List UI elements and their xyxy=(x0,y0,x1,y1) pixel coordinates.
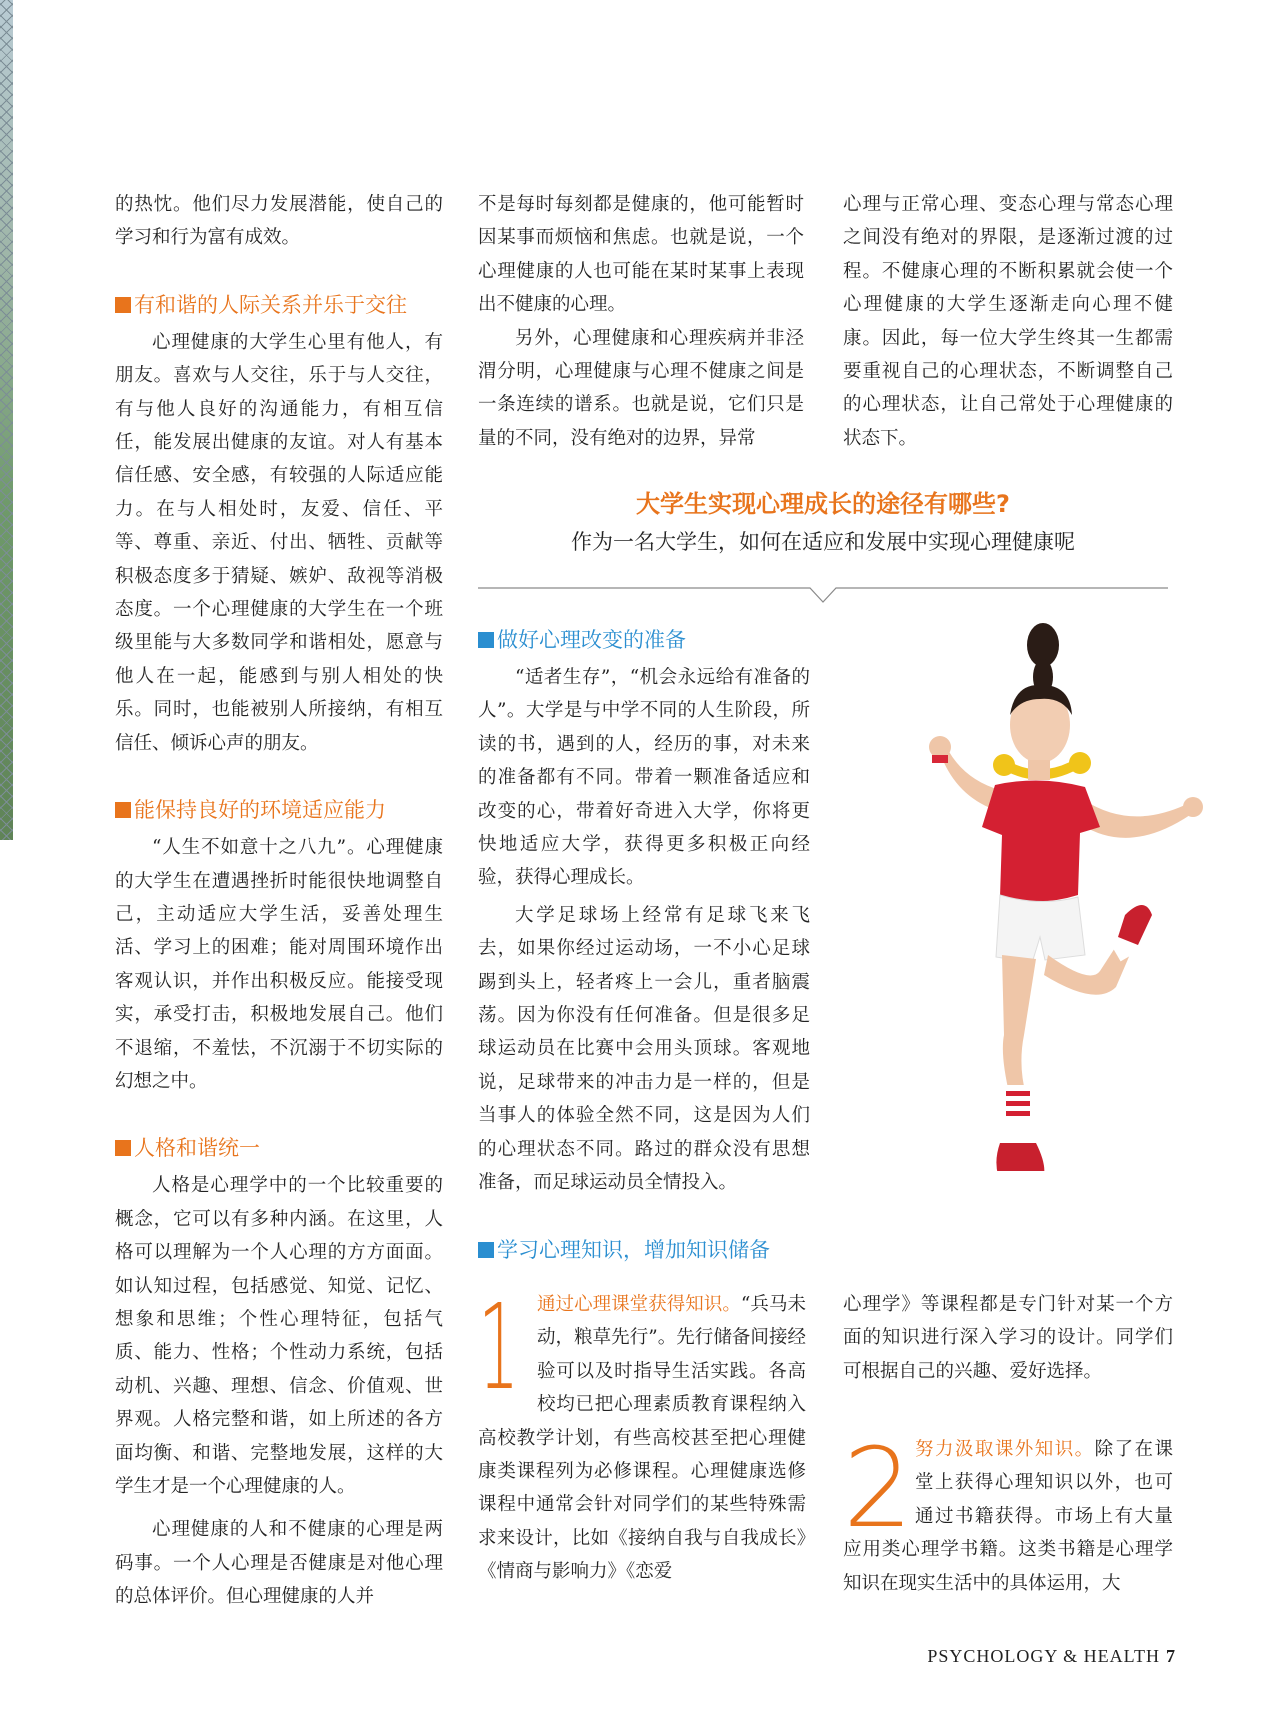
item-lead: 通过心理课堂获得知识。 xyxy=(537,1294,741,1315)
paragraph: 的热忱。他们尽力发展潜能，使自己的学习和行为富有成效。 xyxy=(115,194,443,249)
paragraph: 不是每时每刻都是健康的，他可能暂时因某事而烦恼和焦虑。也就是说，一个心理健康的人也可能在某时某事上表现出不健康的心理。 xyxy=(478,194,804,316)
item-text: 除了在课堂上获得心理知识以外，也可通过书籍获得。市场上有大量应用类心理学书籍。这类书籍是心理学知识在现实生活中的具体运用，大 xyxy=(843,1439,1173,1594)
square-bullet-icon xyxy=(115,1140,131,1156)
paragraph: 人格是心理学中的一个比较重要的概念，它可以有多种内涵。在这里，人格可以理解为一个人心理的方方面面。如认知过程，包括感觉、知觉、记忆、想象和思维；个性心理特征，包括气质、能力、性格；个性动力系统，包括动机、兴趣、理想、信念、价值观、世界观。人格完整和谐，如上所述的各方面均衡、和谐、完整地发展，这样的大学生才是一个心理健康的人。 xyxy=(115,1175,443,1497)
column-1 xyxy=(115,188,443,1614)
item-lead: 努力汲取课外知识。 xyxy=(915,1439,1095,1460)
section-heading-text: 有和谐的人际关系并乐于交往 xyxy=(134,292,407,317)
jumping-student-photo xyxy=(800,615,1240,1295)
column-2-bottom xyxy=(478,623,810,1271)
page-footer xyxy=(927,1646,1176,1667)
section-heading xyxy=(478,623,810,657)
numbered-item-2 xyxy=(843,1424,1173,1600)
square-bullet-icon xyxy=(478,632,494,648)
section-heading xyxy=(115,1131,443,1165)
magazine-name: PSYCHOLOGY & HEALTH xyxy=(927,1646,1160,1666)
paragraph: “适者生存”，“机会永远给有准备的人”。大学是与中学不同的人生阶段，所读的书，遇到的人，经历的事，对未来的准备都有不同。带着一颗准备适应和改变的心，带着好奇进入大学，你将更快地适应大学，获得更多积极正向经验，获得心理成长。 xyxy=(478,667,810,889)
paragraph: 心理与正常心理、变态心理与常态心理之间没有绝对的界限，是逐渐过渡的过程。不健康心理的不断积累就会使一个心理健康的大学生逐渐走向心理不健康。因此，每一位大学生终其一生都需要重视自己的心理状态，不断调整自己的心理状态，让自己常处于心理健康的状态下。 xyxy=(843,194,1173,449)
column-2-top xyxy=(478,188,804,455)
paragraph: 另外，心理健康和心理疾病并非泾渭分明，心理健康与心理不健康之间是一条连续的谱系。也就是说，它们只是量的不同，没有绝对的边界，异常 xyxy=(478,327,804,449)
paragraph: 心理学》等课程都是专门针对某一个方面的知识进行深入学习的设计。同学们可根据自己的兴趣、爱好选择。 xyxy=(843,1294,1173,1382)
column-3-top xyxy=(843,188,1173,455)
divider-arrow xyxy=(478,582,1168,606)
fence-photo-strip xyxy=(0,0,13,840)
paragraph: 心理健康的人和不健康的心理是两码事。一个人心理是否健康是对他心理的总体评价。但心理健康的人并 xyxy=(115,1519,443,1608)
item-text: “兵马未动，粮草先行”。先行储备间接经验可以及时指导生活实践。各高校均已把心理素质教育课程纳入高校教学计划，有些高校甚至把心理健康类课程列为必修课程。心理健康选修课程中通常会针对同学们的某些特殊需求来设计，比如《接纳自我与自我成长》《情商与影响力》《恋爱 xyxy=(478,1294,806,1583)
square-bullet-icon xyxy=(115,802,131,818)
section-heading-text: 学习心理知识，增加知识储备 xyxy=(497,1237,770,1262)
section-heading-text: 人格和谐统一 xyxy=(134,1136,260,1161)
big-number: 2 xyxy=(843,1424,913,1552)
page-number: 7 xyxy=(1166,1646,1176,1666)
section-heading xyxy=(115,288,443,322)
column-3-bottom xyxy=(843,1288,1173,1388)
paragraph: 心理健康的大学生心里有他人，有朋友。喜欢与人交往，乐于与人交往，有与他人良好的沟通能力，有相互信任，能发展出健康的友谊。对人有基本信任感、安全感，有较强的人际适应能力。在与人相处时，友爱、信任、平等、尊重、亲近、付出、牺牲、贡献等积极态度多于猜疑、嫉妒、敌视等消极态度。一个心理健康的大学生在一个班级里能与大多数同学和谐相处，愿意与他人在一起，能感到与别人相处的快乐。同时，也能被别人所接纳，有相互信任、倾诉心声的朋友。 xyxy=(115,331,443,754)
paragraph: “人生不如意十之八九”。心理健康的大学生在遭遇挫折时能很快地调整自己，主动适应大学生活，妥善处理生活、学习上的困难；能对周围环境作出客观认识，并作出积极反应。能接受现实，承受打击，积极地发展自己。他们不退缩，不羞怯，不沉溺于不切实际的幻想之中。 xyxy=(115,837,443,1092)
feature-title: 大学生实现心理成长的途径有哪些? xyxy=(636,490,1010,518)
paragraph: 大学足球场上经常有足球飞来飞去，如果你经过运动场，一不小心足球踢到头上，轻者疼上一会儿，重者脑震荡。因为你没有任何准备。但是很多足球运动员在比赛中会用头顶球。客观地说，足球带来的冲击力是一样的，但是当事人的体验全然不同，这是因为人们的心理状态不同。路过的群众没有思想准备，而足球运动员全情投入。 xyxy=(478,904,810,1194)
section-heading-text: 做好心理改变的准备 xyxy=(497,628,686,652)
big-number: 1 xyxy=(478,1278,520,1416)
feature-subtitle: 作为一名大学生，如何在适应和发展中实现心理健康呢 xyxy=(571,530,1075,554)
numbered-item-1 xyxy=(478,1278,806,1589)
square-bullet-icon xyxy=(115,297,131,313)
square-bullet-icon xyxy=(478,1242,494,1258)
section-heading xyxy=(478,1233,810,1267)
section-heading xyxy=(115,793,443,827)
section-heading-text: 能保持良好的环境适应能力 xyxy=(134,798,386,823)
